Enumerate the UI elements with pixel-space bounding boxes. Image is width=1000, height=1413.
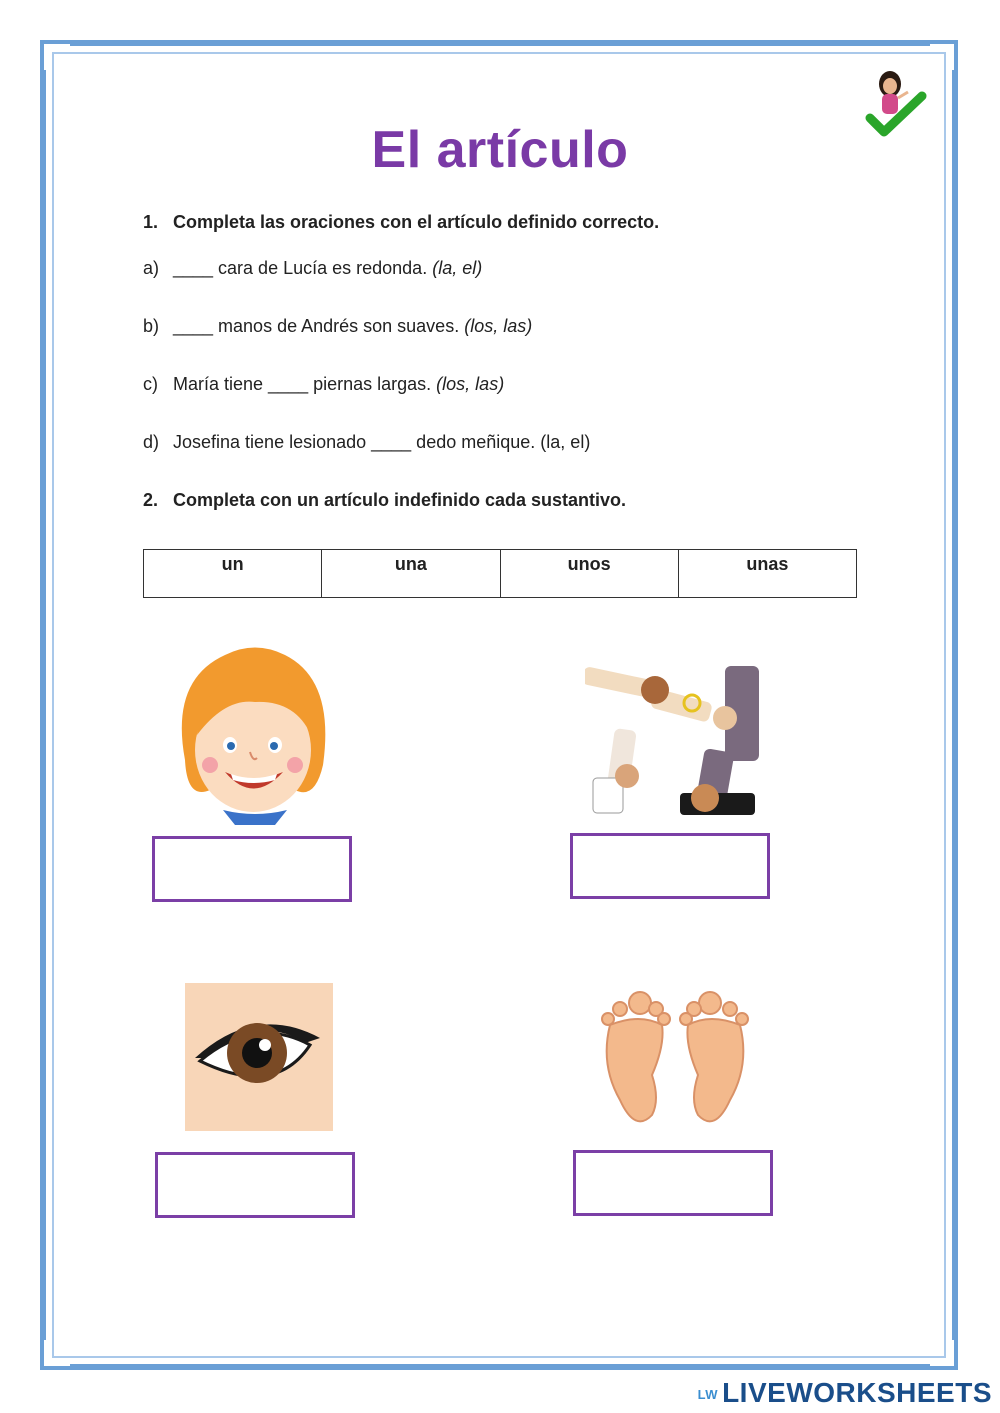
word-bank-cell[interactable]: una <box>322 550 500 598</box>
sentence-text: María tiene ____ piernas largas. <box>173 374 432 394</box>
frame-left-bar <box>40 70 46 1340</box>
sentence-text: ____ cara de Lucía es redonda. <box>173 258 428 278</box>
answer-box-eye[interactable] <box>155 1152 355 1218</box>
frame-bottom-bar <box>70 1364 930 1370</box>
question-1-number: 1. <box>143 212 159 232</box>
sentence-label: b) <box>143 316 160 336</box>
liveworksheets-brand: LIVEWORKSHEETS <box>722 1377 992 1408</box>
girl-face-icon <box>165 640 340 825</box>
feet-icon <box>590 985 760 1133</box>
question-2 <box>143 490 626 511</box>
word-bank-cell[interactable]: unas <box>678 550 856 598</box>
eye-icon <box>185 983 333 1131</box>
sentence-d[interactable] <box>143 432 590 453</box>
hands-icon <box>585 658 765 823</box>
answer-box-feet[interactable] <box>573 1150 773 1216</box>
sentence-c[interactable] <box>143 374 504 395</box>
word-bank-cell[interactable]: unos <box>500 550 678 598</box>
sentence-b[interactable] <box>143 316 532 337</box>
sentence-options: (la, el) <box>432 258 483 278</box>
frame-top-bar <box>70 40 930 46</box>
question-1-text: Completa las oraciones con el artículo definido correcto. <box>173 212 660 232</box>
sentence-text: Josefina tiene lesionado ____ dedo meñique. <box>173 432 536 452</box>
sentence-options: (los, las) <box>464 316 533 336</box>
word-bank-cell[interactable]: un <box>144 550 322 598</box>
frame-right-bar <box>952 70 958 1340</box>
sentence-label: c) <box>143 374 158 394</box>
liveworksheets-logo <box>698 1377 992 1409</box>
sentence-options: (la, el) <box>540 432 591 452</box>
sentence-a[interactable] <box>143 258 482 279</box>
question-2-number: 2. <box>143 490 159 510</box>
question-1 <box>143 212 659 233</box>
sentence-options: (los, las) <box>436 374 505 394</box>
word-bank-table <box>143 549 857 598</box>
sentence-label: a) <box>143 258 160 278</box>
sentence-label: d) <box>143 432 160 452</box>
question-2-text: Completa con un artículo indefinido cada sustantivo. <box>173 490 627 510</box>
page-title: El artículo <box>371 121 629 179</box>
answer-box-girl[interactable] <box>152 836 352 902</box>
liveworksheets-mark: LW <box>697 1387 719 1403</box>
answer-box-hands[interactable] <box>570 833 770 899</box>
sentence-text: ____ manos de Andrés son suaves. <box>173 316 460 336</box>
